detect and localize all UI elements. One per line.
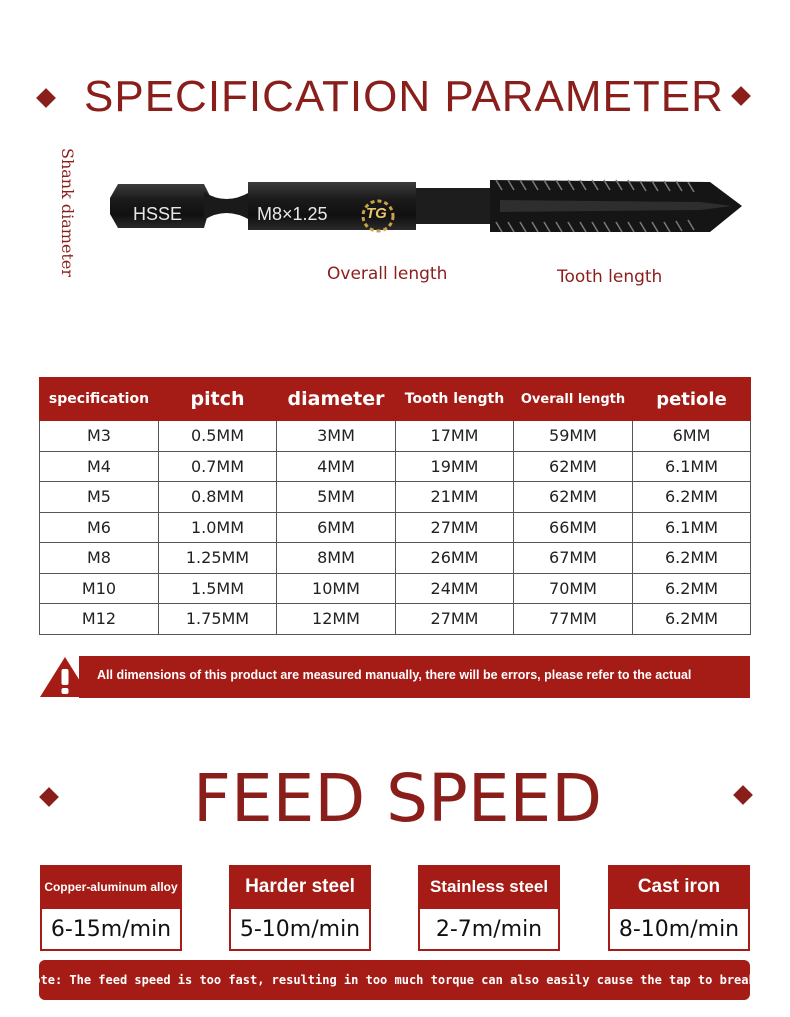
tap-illustration — [100, 170, 750, 260]
cell: 12MM — [277, 604, 396, 635]
cell: 17MM — [396, 421, 514, 452]
feed-box-value: 2-7m/min — [418, 909, 560, 951]
feed-box-harder-steel — [229, 865, 371, 951]
warning-bar — [39, 656, 750, 698]
cell: 0.7MM — [159, 451, 277, 482]
cell: 6.2MM — [633, 573, 751, 604]
feed-box-label: Cast iron — [608, 865, 750, 909]
feed-box-label: Harder steel — [229, 865, 371, 909]
header-pitch: pitch — [159, 378, 277, 421]
cell: 6.2MM — [633, 482, 751, 513]
header-tooth-length: Tooth length — [396, 378, 514, 421]
cell: 6.1MM — [633, 512, 751, 543]
table-row — [40, 482, 751, 513]
cell: M6 — [40, 512, 159, 543]
diamond-ornament-left — [36, 88, 56, 108]
feed-box-value: 5-10m/min — [229, 909, 371, 951]
table-row — [40, 604, 751, 635]
diamond-ornament-right — [733, 785, 753, 805]
cell: 1.25MM — [159, 543, 277, 574]
table-row — [40, 421, 751, 452]
cell: 62MM — [514, 451, 633, 482]
warning-text: All dimensions of this product are measured manually, there will be errors, please refer to the actual — [97, 668, 692, 682]
header-petiole: petiole — [633, 378, 751, 421]
tap-shank-text: HSSE — [133, 204, 183, 224]
cell: 27MM — [396, 512, 514, 543]
feed-note: Note: The feed speed is too fast, resulting in too much torque can also easily cause the tap to break. — [39, 960, 750, 1000]
header-overall-length: Overall length — [514, 378, 633, 421]
diamond-ornament-right — [731, 86, 751, 106]
feed-box-cast-iron — [608, 865, 750, 951]
cell: 6MM — [633, 421, 751, 452]
cell: 59MM — [514, 421, 633, 452]
feed-box-label: Copper-aluminum alloy — [40, 865, 182, 909]
label-overall-length: Overall length — [327, 264, 448, 284]
label-shank-diameter: Shank diameter — [58, 148, 77, 277]
cell: 6MM — [277, 512, 396, 543]
cell: 3MM — [277, 421, 396, 452]
tap-logo: TG — [366, 205, 387, 222]
cell: 6.2MM — [633, 543, 751, 574]
cell: 1.5MM — [159, 573, 277, 604]
cell: 62MM — [514, 482, 633, 513]
cell: 0.8MM — [159, 482, 277, 513]
feed-box-stainless-steel — [418, 865, 560, 951]
cell: 1.0MM — [159, 512, 277, 543]
cell: 67MM — [514, 543, 633, 574]
cell: 70MM — [514, 573, 633, 604]
cell: M8 — [40, 543, 159, 574]
spec-table — [39, 377, 751, 635]
cell: M4 — [40, 451, 159, 482]
cell: M3 — [40, 421, 159, 452]
feed-box-value: 8-10m/min — [608, 909, 750, 951]
cell: 6.2MM — [633, 604, 751, 635]
header-specification: specification — [40, 378, 159, 421]
cell: 8MM — [277, 543, 396, 574]
header-diameter: diameter — [277, 378, 396, 421]
cell: 21MM — [396, 482, 514, 513]
cell: 6.1MM — [633, 451, 751, 482]
cell: M12 — [40, 604, 159, 635]
table-header-row — [40, 378, 751, 421]
feed-box-value: 6-15m/min — [40, 909, 182, 951]
cell: 27MM — [396, 604, 514, 635]
tap-size-text: M8×1.25 — [257, 204, 328, 224]
label-tooth-length: Tooth length — [557, 267, 663, 287]
cell: 10MM — [277, 573, 396, 604]
cell: 24MM — [396, 573, 514, 604]
feed-box-label: Stainless steel — [418, 865, 560, 909]
cell: 66MM — [514, 512, 633, 543]
cell: 4MM — [277, 451, 396, 482]
cell: M5 — [40, 482, 159, 513]
diamond-ornament-left — [39, 787, 59, 807]
table-row — [40, 451, 751, 482]
table-row — [40, 543, 751, 574]
table-row — [40, 512, 751, 543]
cell: 26MM — [396, 543, 514, 574]
warning-triangle-icon — [39, 656, 91, 698]
cell: 5MM — [277, 482, 396, 513]
table-row — [40, 573, 751, 604]
cell: 0.5MM — [159, 421, 277, 452]
cell: 1.75MM — [159, 604, 277, 635]
spec-title: SPECIFICATION PARAMETER — [84, 72, 724, 121]
feed-title: FEED SPEED — [193, 760, 603, 837]
cell: M10 — [40, 573, 159, 604]
cell: 19MM — [396, 451, 514, 482]
cell: 77MM — [514, 604, 633, 635]
feed-box-copper-aluminum — [40, 865, 182, 951]
